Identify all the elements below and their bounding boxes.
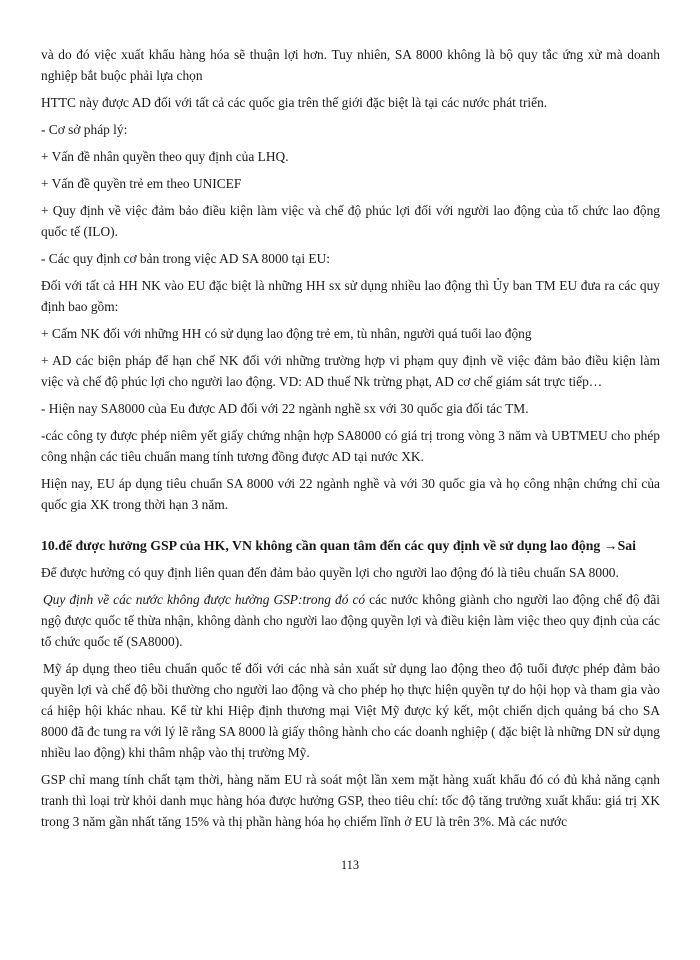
answer-paragraph-2 <box>41 589 660 652</box>
answer-paragraph-2-rest: các nước không giành cho người lao động chế độ đãi ngộ được quốc tế thừa nhận, không dành cho người lao động quyền lợi và điều kiện làm việc theo quy định của các tổ chức quốc tế (SA8000). <box>41 592 660 649</box>
answer-italic-phrase: Quy định về các nước không được hưởng GSP:trong đó có <box>43 592 366 607</box>
list-item-import-ban: + Cấm NK đối với những HH có sử dụng lao động trẻ em, tù nhân, người quá tuổi lao động <box>41 326 532 341</box>
question-heading <box>41 535 660 556</box>
answer-paragraph-1: Để được hưởng có quy định liên quan đến đảm bảo quyền lợi cho người lao động đó là tiêu chuẩn SA 8000. <box>41 565 619 580</box>
paragraph-scope: HTTC này được AD đối với tất cả các quốc gia trên thế giới đặc biệt là tại các nước phát triển. <box>41 95 548 110</box>
verdict-label: Sai <box>617 538 636 553</box>
page-number: 113 <box>340 858 360 872</box>
list-item-restrictive-measures: + AD các biện pháp để hạn chế NK đối với những trường hợp vi phạm quy định về việc đảm bảo điều kiện làm việc và chế độ phúc lợi cho người lao động. VD: AD thuế Nk trừng phạt, AD cơ chế giám sát trực tiếp… <box>41 353 660 389</box>
paragraph-eu-application: Hiện nay, EU áp dụng tiêu chuẩn SA 8000 với 22 ngành nghề và với 30 quốc gia và họ công nhận chứng chỉ của quốc gia XK trong thời hạn 3 năm. <box>41 476 660 512</box>
arrow-right-icon: → <box>603 538 618 553</box>
question-text: 10.để được hưởng GSP của HK, VN không cần quan tâm đến các quy định về sử dụng lao động <box>41 538 601 553</box>
list-item-child-rights: + Vấn đề quyền trẻ em theo UNICEF <box>41 176 242 191</box>
paragraph-legal-basis: - Cơ sở pháp lý: <box>41 122 128 137</box>
paragraph-current-scope: - Hiện nay SA8000 của Eu được AD đối với 22 ngành nghề sx với 30 quốc gia đối tác TM. <box>41 401 529 416</box>
paragraph-certification: -các công ty được phép niêm yết giấy chứng nhận hợp SA8000 có giá trị trong vòng 3 năm và UBTMEU cho phép công nhận các tiêu chuẩn mang tính tương đồng được AD tại nước XK. <box>41 428 660 464</box>
answer-paragraph-4: GSP chỉ mang tính chất tạm thời, hàng năm EU rà soát một lần xem mặt hàng xuất khẩu đó có đủ khả năng cạnh tranh thì loại trừ khỏi danh mục hàng hóa được hưởng GSP, theo tiêu chí: tốc độ tăng trưởng xuất khẩu: giá trị XK trong 3 năm gần nhất tăng 15% và thị phần hàng hóa họ chiếm lĩnh ở EU là trên 3%. Mà các nước <box>41 772 660 829</box>
paragraph-eu-imports: Đối với tất cả HH NK vào EU đặc biệt là những HH sx sử dụng nhiều lao động thì Ủy ban TM EU đưa ra các quy định bao gồm: <box>41 278 660 314</box>
list-item-ilo: + Quy định về việc đảm bảo điều kiện làm việc và chế độ phúc lợi đối với người lao động của tổ chức lao động quốc tế (ILO). <box>41 203 660 239</box>
answer-paragraph-3: Mỹ áp dụng theo tiêu chuẩn quốc tế đối với các nhà sản xuất sử dụng lao động theo độ tuổi được phép đảm bảo quyền lợi và chế độ bồi thường cho người lao động và cho phép họ thực hiện quyền tự do hội họp và tham gia vào cá hiệp hội khác nhau. Kể từ khi Hiệp định thương mại Việt Mỹ được ký kết, một chiến dịch quảng bá cho SA 8000 đã đc tung ra với lý lẽ rằng SA 8000 là giấy thông hành cho các doanh nghiệp ( đặc biệt là những DN sử dụng nhiều lao động) khi thâm nhập vào thị trường Mỹ. <box>41 661 660 760</box>
paragraph-eu-rules: - Các quy định cơ bản trong việc AD SA 8000 tại EU: <box>41 251 330 266</box>
list-item-human-rights: + Vấn đề nhân quyền theo quy định của LHQ. <box>41 149 289 164</box>
paragraph-sa8000-intro: và do đó việc xuất khẩu hàng hóa sẽ thuận lợi hơn. Tuy nhiên, SA 8000 không là bộ quy tắc ứng xử mà doanh nghiệp bắt buộc phải lựa chọn <box>41 47 660 83</box>
